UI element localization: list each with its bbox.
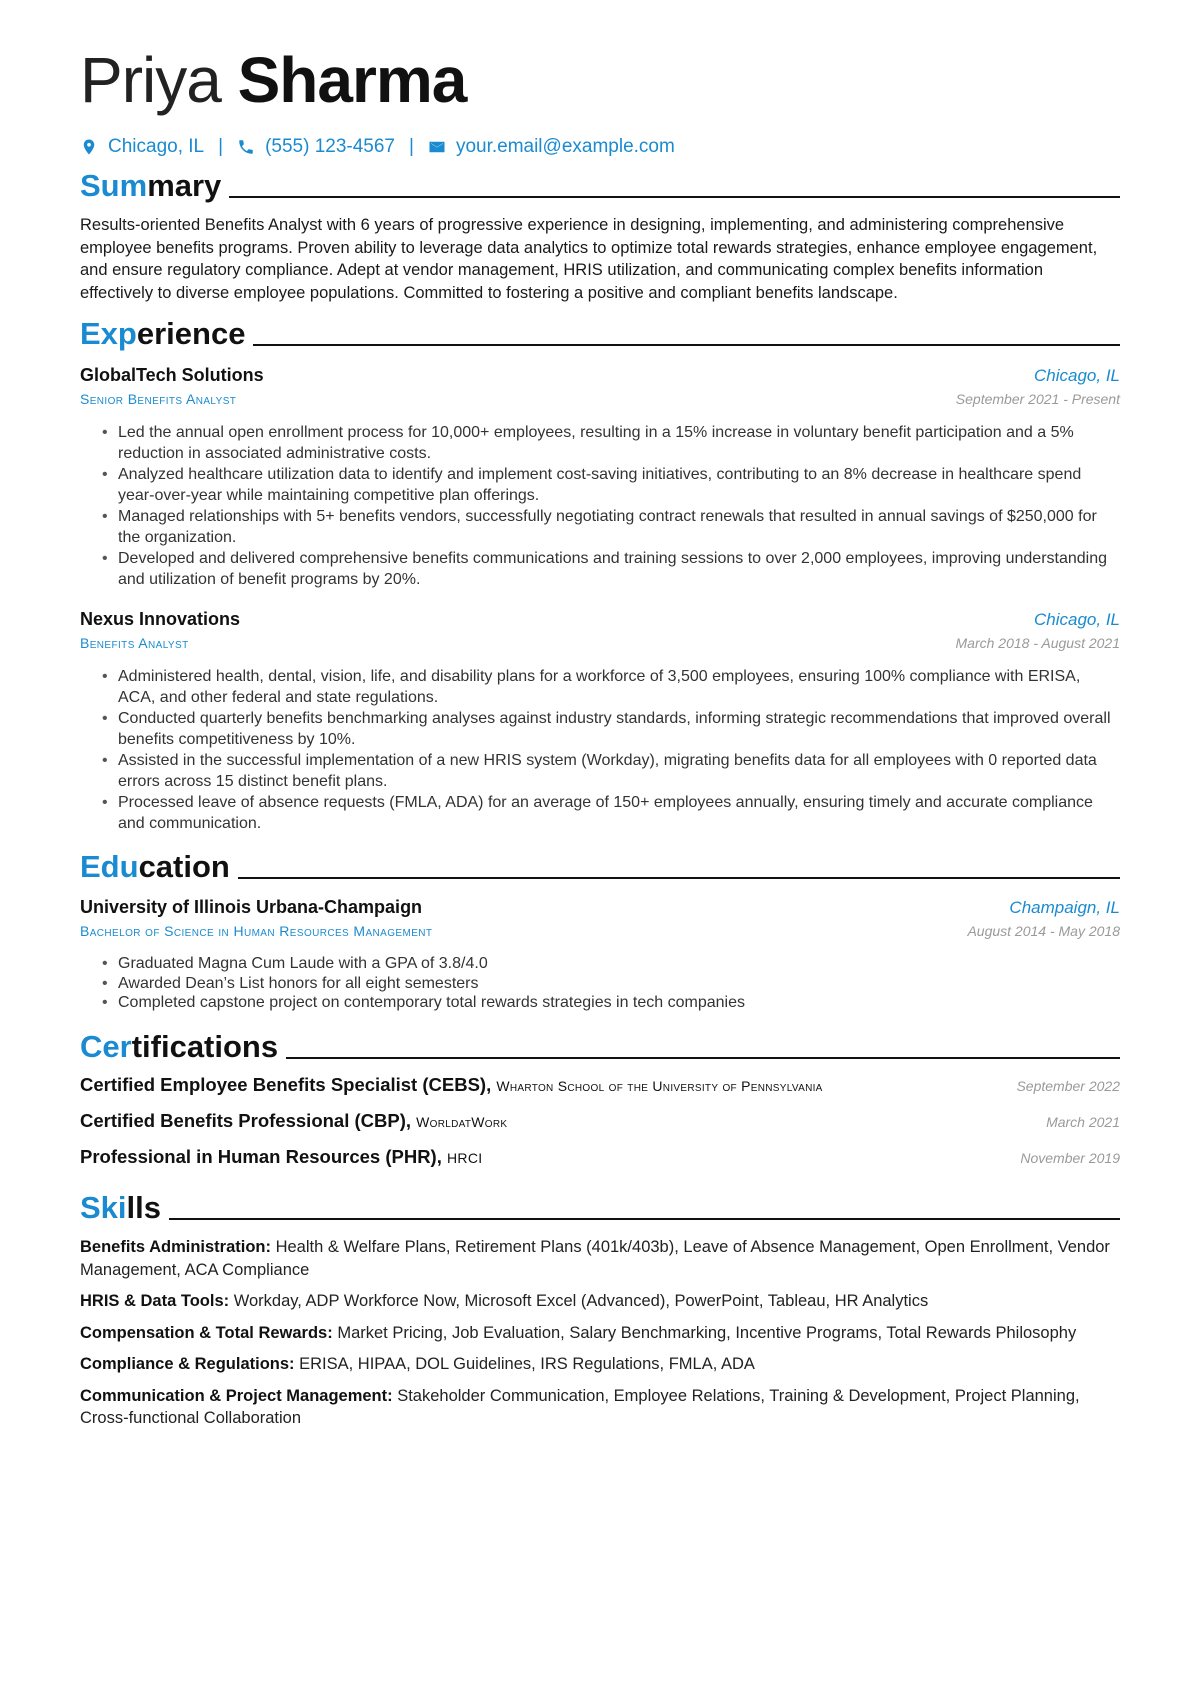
skills-title-rest: lls: [126, 1190, 161, 1225]
skill-label: Benefits Administration:: [80, 1238, 271, 1256]
job-location: Chicago, IL: [1034, 366, 1120, 385]
skill-values: ERISA, HIPAA, DOL Guidelines, IRS Regulations, FMLA, ADA: [299, 1355, 755, 1373]
experience-title-accent: Exp: [80, 316, 137, 351]
certifications-heading: [80, 1025, 1120, 1065]
certification-item: Certified Employee Benefits Specialist (CEBS), Wharton School of the University of Pennsylvania September 2022: [80, 1074, 1120, 1110]
education-dates: August 2014 - May 2018: [967, 922, 1120, 939]
envelope-icon: [428, 138, 446, 156]
list-item: • Graduated Magna Cum Laude with a GPA of 3.8/4.0: [80, 954, 1120, 974]
skill-values: Stakeholder Communication, Employee Relations, Training & Development, Project Planning, Cross-functional Collaboration: [80, 1386, 1080, 1427]
degree: Bachelor of Science in Human Resources Management: [80, 922, 433, 939]
skill-category: [80, 1236, 1120, 1281]
education-heading: [80, 845, 1120, 885]
summary-text: Results-oriented Benefits Analyst with 6 years of progressive experience in designing, implementing, and administering comprehensive employee benefits programs. Proven ability to leverage data analytics to optimize total rewards strategies, enhance employee engagement, and ensure regulatory compliance. Adept at vendor management, HRIS utilization, and communicating complex benefits information effectively to diverse employee populations. Committed to fostering a positive and compliant benefits landscape.: [80, 216, 1098, 302]
contact-location: [80, 136, 204, 158]
list-item: • Analyzed healthcare utilization data to identify and implement cost-saving initiatives, contributing to an 8% decrease in healthcare spend year-over-year while maintaining competitive plan offerings.: [80, 464, 1120, 506]
job-entry: [80, 364, 1120, 590]
education-title-accent: Edu: [80, 849, 139, 884]
contact-phone[interactable]: [237, 136, 395, 158]
education-bullets: [80, 954, 1120, 1013]
section-rule: [229, 196, 1120, 198]
experience-heading: [80, 312, 1120, 352]
list-item: • Assisted in the successful implementation of a new HRIS system (Workday), migrating benefits data for all employees with 0 reported data errors across 15 distinct benefit plans.: [80, 750, 1120, 792]
company-name: Nexus Innovations: [80, 609, 241, 629]
skill-values: Health & Welfare Plans, Retirement Plans (401k/403b), Leave of Absence Management, Open Enrollment, Vendor Management, ACA Compliance: [80, 1238, 1110, 1279]
location-text: Chicago, IL: [108, 136, 205, 157]
last-name: Sharma: [237, 44, 467, 116]
skill-category: [80, 1322, 1120, 1345]
list-item: • Conducted quarterly benefits benchmarking analyses against industry standards, informing strategic recommendations that improved overall benefits competitiveness by 10%.: [80, 708, 1120, 750]
certification-name: Certified Benefits Professional (CBP): [80, 1110, 406, 1131]
list-item: • Managed relationships with 5+ benefits vendors, successfully negotiating contract renewals that resulted in annual savings of $250,000 for the organization.: [80, 506, 1120, 548]
certification-issuer: Wharton School of the University of Pennsylvania: [496, 1078, 823, 1094]
certifications-title-rest: tifications: [131, 1029, 279, 1064]
list-item: • Developed and delivered comprehensive benefits communications and training sessions to over 2,000 employees, improving understanding and utilization of benefit programs by 20%.: [80, 548, 1120, 590]
certifications-title-accent: Cer: [80, 1029, 132, 1064]
job-bullets: [80, 422, 1120, 590]
skill-values: Workday, ADP Workforce Now, Microsoft Excel (Advanced), PowerPoint, Tableau, HR Analytics: [233, 1292, 929, 1310]
certification-date: September 2022: [1016, 1078, 1120, 1094]
certification-name: Certified Employee Benefits Specialist (CEBS): [80, 1074, 487, 1095]
skill-category: [80, 1353, 1120, 1376]
contact-bar: [80, 132, 675, 162]
certification-item: Professional in Human Resources (PHR), HRCI November 2019: [80, 1146, 1120, 1182]
summary-heading: [80, 164, 1120, 204]
job-dates: September 2021 - Present: [955, 390, 1120, 407]
summary-title-rest: mary: [147, 168, 222, 203]
skills-title-accent: Ski: [80, 1190, 127, 1225]
skill-label: Compensation & Total Rewards:: [80, 1323, 333, 1342]
education-title-rest: cation: [138, 849, 230, 884]
skill-values: Market Pricing, Job Evaluation, Salary Benchmarking, Incentive Programs, Total Rewards Philosophy: [337, 1323, 1077, 1342]
job-dates: March 2018 - August 2021: [955, 634, 1120, 651]
candidate-name: [80, 40, 466, 120]
contact-email[interactable]: [428, 136, 675, 158]
certification-issuer: HRCI: [447, 1150, 483, 1166]
phone-text: (555) 123-4567: [265, 136, 395, 157]
skill-label: Communication & Project Management:: [80, 1386, 393, 1405]
certification-date: November 2019: [1020, 1150, 1120, 1166]
skill-label: Compliance & Regulations:: [80, 1355, 295, 1373]
section-rule: [238, 877, 1120, 879]
section-rule: [253, 344, 1120, 346]
section-rule: [169, 1218, 1120, 1220]
certification-issuer: WorldatWork: [416, 1114, 508, 1130]
skills-heading: [80, 1186, 1120, 1226]
job-bullets: [80, 666, 1120, 834]
list-item: • Administered health, dental, vision, life, and disability plans for a workforce of 3,500 employees, ensuring 100% compliance with ERISA, ACA, and other federal and state regulations.: [80, 666, 1120, 708]
skills-list: [80, 1236, 1120, 1439]
email-link[interactable]: your.email@example.com: [455, 136, 675, 157]
list-item: • Processed leave of absence requests (FMLA, ADA) for an average of 150+ employees annually, ensuring timely and accurate compliance and communication.: [80, 792, 1120, 834]
certifications-list: [80, 1074, 1120, 1182]
certification-item: Certified Benefits Professional (CBP), WorldatWork March 2021: [80, 1110, 1120, 1146]
school-name: University of Illinois Urbana-Champaign: [80, 897, 423, 917]
first-name: Priya: [80, 44, 221, 116]
job-location: Chicago, IL: [1034, 610, 1120, 629]
list-item: • Led the annual open enrollment process for 10,000+ employees, resulting in a 15% increase in voluntary benefit participation and a 5% reduction in associated administrative costs.: [80, 422, 1120, 464]
list-item: • Awarded Dean’s List honors for all eight semesters: [80, 974, 1120, 994]
job-title: Benefits Analyst: [80, 634, 189, 651]
skill-category: [80, 1290, 1120, 1313]
company-name: GlobalTech Solutions: [80, 365, 264, 385]
summary-title-accent: Sum: [80, 168, 148, 203]
job-entry: [80, 608, 1120, 834]
certification-date: March 2021: [1046, 1114, 1120, 1130]
skill-label: HRIS & Data Tools:: [80, 1292, 230, 1310]
phone-icon: [237, 138, 255, 156]
experience-title-rest: erience: [136, 316, 246, 351]
school-location: Champaign, IL: [1009, 898, 1120, 917]
section-rule: [286, 1057, 1120, 1059]
certification-name: Professional in Human Resources (PHR): [80, 1146, 437, 1167]
contact-separator: |: [218, 136, 224, 157]
job-title: Senior Benefits Analyst: [80, 390, 237, 407]
education-entry: [80, 896, 1120, 1013]
skill-category: [80, 1385, 1120, 1430]
map-pin-icon: [80, 138, 98, 156]
list-item: • Completed capstone project on contemporary total rewards strategies in tech companies: [80, 993, 1120, 1013]
contact-separator: |: [409, 136, 414, 157]
